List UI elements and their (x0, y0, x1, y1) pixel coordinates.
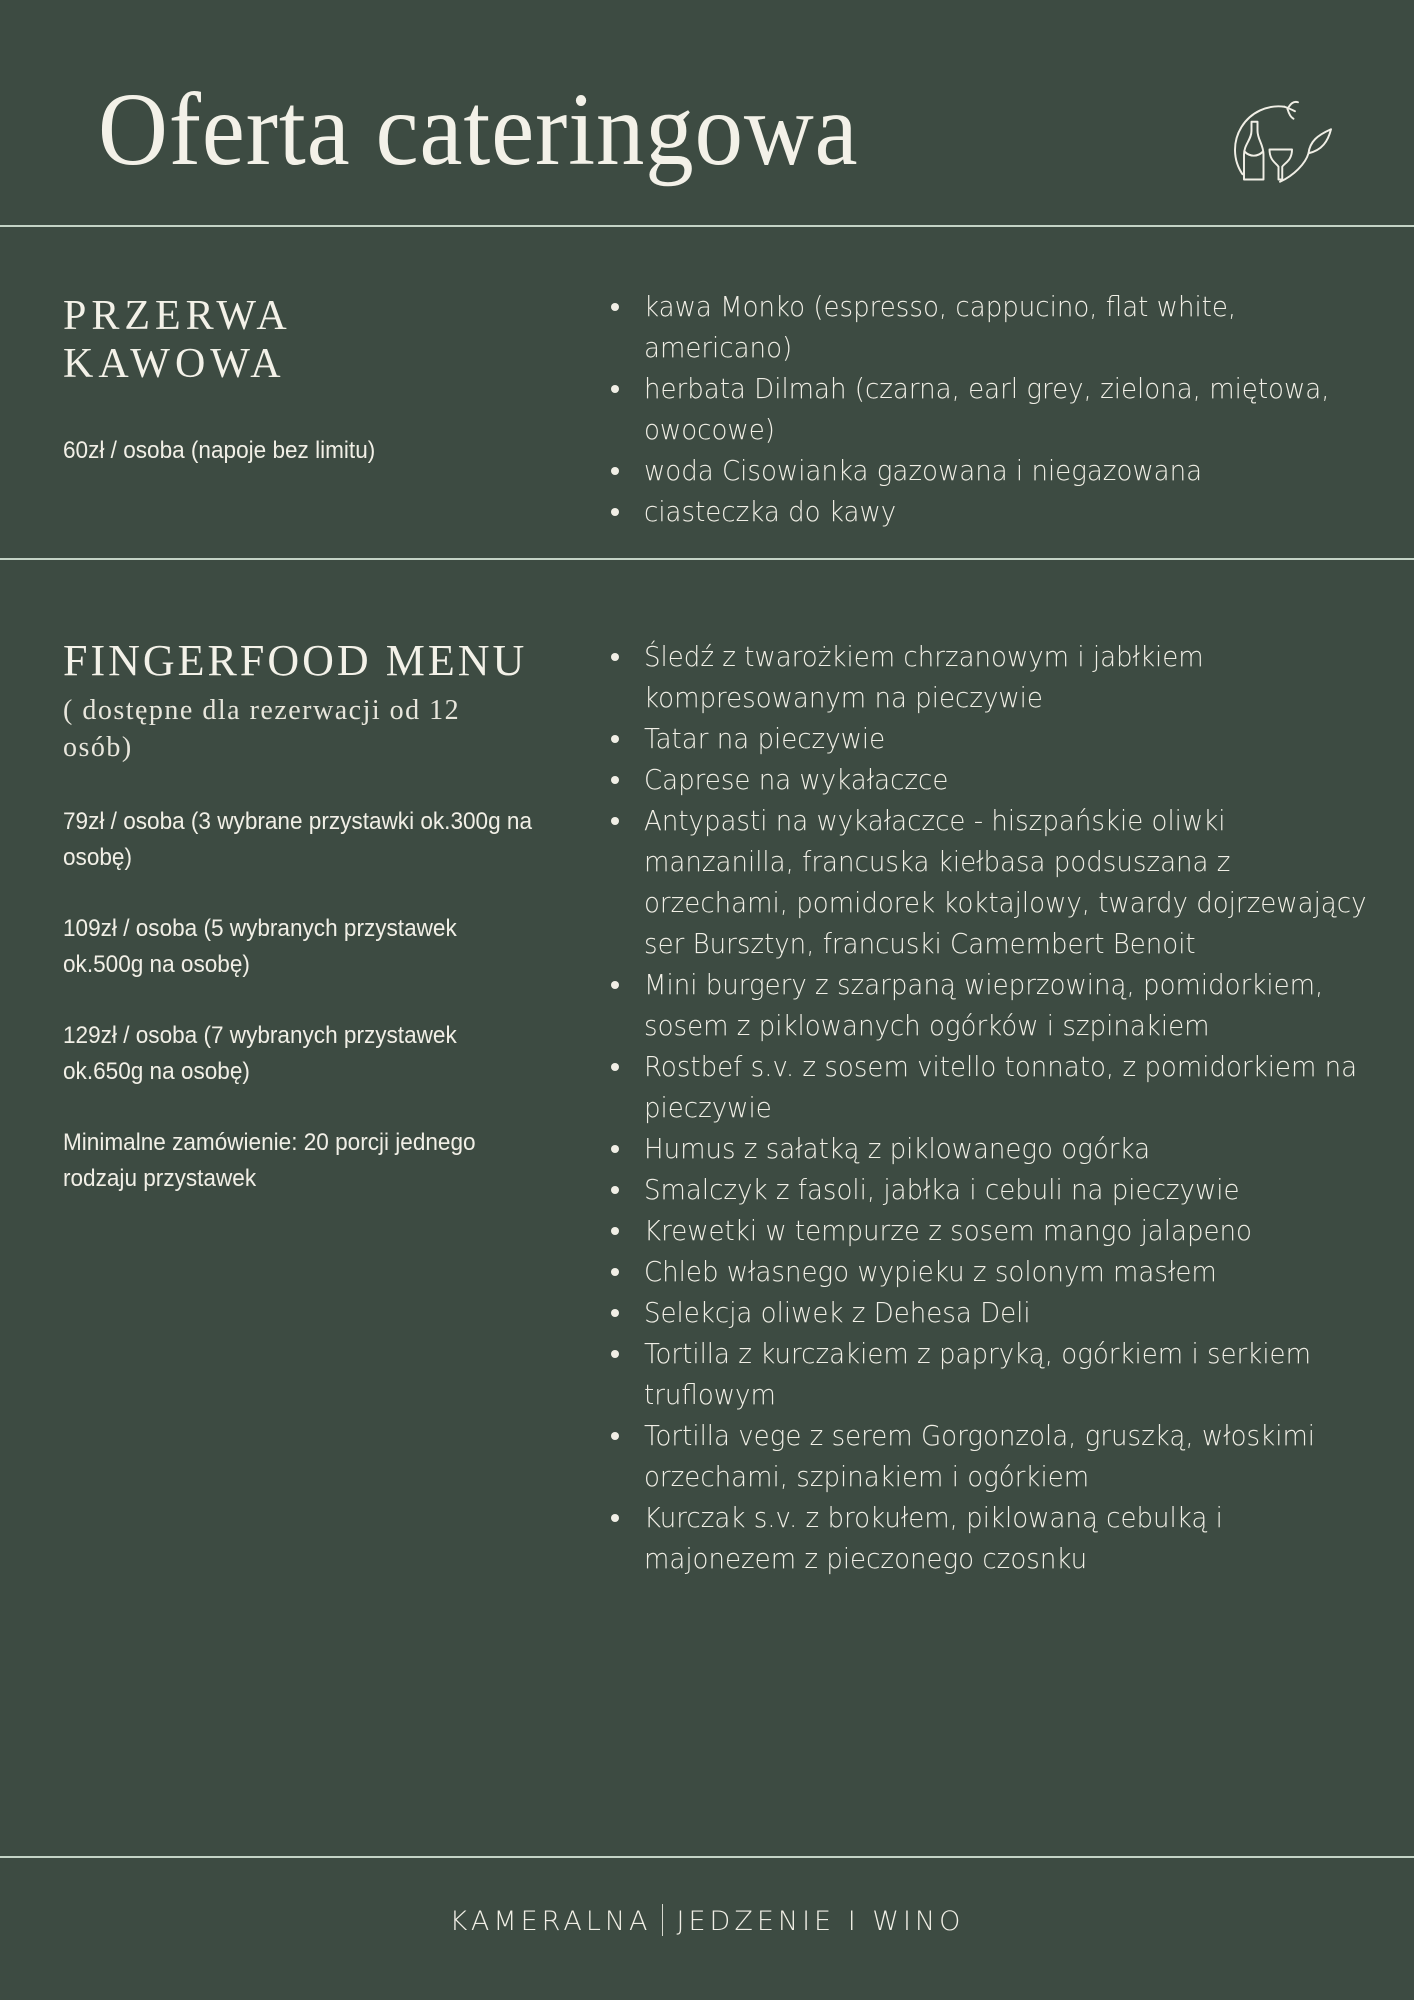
bullet-icon (611, 508, 619, 516)
list-item: Tatar na pieczywie (644, 718, 1374, 759)
fingerfood-list (602, 636, 1374, 1579)
divider-middle (0, 558, 1414, 560)
fingerfood-price-5: 109zł / osoba (5 wybranych przystawek ok.500g na osobę) (63, 915, 457, 978)
fingerfood-price-7: 129zł / osoba (7 wybranych przystawek ok.650g na osobę) (63, 1022, 457, 1085)
coffee-break-price: 60zł / osoba (napoje bez limitu) (63, 437, 376, 464)
list-item: woda Cisowianka gazowana i niegazowana (644, 450, 1374, 491)
bullet-icon (611, 981, 619, 989)
list-item: Mini burgery z szarpaną wieprzowiną, pomidorkiem, sosem z piklowanych ogórków i szpinakiem (644, 964, 1374, 1046)
divider-bottom (0, 1856, 1414, 1858)
list-item: Tortilla vege z serem Gorgonzola, gruszką, włoskimi orzechami, szpinakiem i ogórkiem (644, 1415, 1374, 1497)
list-item: Smalczyk z fasoli, jabłka i cebuli na pieczywie (644, 1169, 1374, 1210)
fingerfood-subheading: ( dostępne dla rezerwacji od 12 osób) (63, 695, 461, 763)
list-item: Selekcja oliwek z Dehesa Deli (644, 1292, 1374, 1333)
page-title: Oferta cateringowa (98, 72, 859, 187)
footer-brand-name: KAMERALNA (449, 1906, 652, 1937)
list-item: Krewetki w tempurze z sosem mango jalapeno (644, 1210, 1374, 1251)
bullet-icon (611, 1514, 619, 1522)
bullet-icon (611, 1350, 619, 1358)
footer-tagline: JEDZENIE I WINO (676, 1906, 965, 1937)
bullet-icon (611, 385, 619, 393)
fingerfood-heading: FINGERFOOD MENU (63, 636, 528, 685)
list-item: Kurczak s.v. z brokułem, piklowaną cebulką i majonezem z pieczonego czosnku (644, 1497, 1374, 1579)
list-item: Caprese na wykałaczce (644, 759, 1374, 800)
bullet-icon (611, 776, 619, 784)
bullet-icon (611, 1432, 619, 1440)
footer-brand (0, 1904, 1414, 1937)
list-item: Antypasti na wykałaczce - hiszpańskie oliwki manzanilla, francuska kiełbasa podsuszana z orzechami, pomidorek koktajlowy, twardy dojrzewający ser Bursztyn, francuski Camembert Benoit (644, 800, 1374, 964)
coffee-break-list (602, 286, 1374, 532)
bullet-icon (611, 1063, 619, 1071)
bullet-icon (611, 303, 619, 311)
list-item: kawa Monko (espresso, cappucino, flat white, americano) (644, 286, 1374, 368)
footer-separator (662, 1904, 663, 1936)
bullet-icon (611, 817, 619, 825)
list-item: Chleb własnego wypieku z solonym masłem (644, 1251, 1374, 1292)
bullet-icon (611, 1309, 619, 1317)
bullet-icon (611, 1227, 619, 1235)
list-item: ciasteczka do kawy (644, 491, 1374, 532)
list-item: Humus z sałatką z piklowanego ogórka (644, 1128, 1374, 1169)
list-item: Rostbef s.v. z sosem vitello tonnato, z pomidorkiem na pieczywie (644, 1046, 1374, 1128)
wine-bottle-glass-leaf-icon (1205, 82, 1355, 202)
bullet-icon (611, 1186, 619, 1194)
list-item: Śledź z twarożkiem chrzanowym i jabłkiem kompresowanym na pieczywie (644, 636, 1374, 718)
bullet-icon (611, 1145, 619, 1153)
fingerfood-minimum-order: Minimalne zamówienie: 20 porcji jednego rodzaju przystawek (63, 1129, 476, 1192)
fingerfood-price-3: 79zł / osoba (3 wybrane przystawki ok.300g na osobę) (63, 808, 533, 871)
divider-top (0, 225, 1414, 227)
bullet-icon (611, 653, 619, 661)
bullet-icon (611, 1268, 619, 1276)
list-item: Tortilla z kurczakiem z papryką, ogórkiem i serkiem truflowym (644, 1333, 1374, 1415)
list-item: herbata Dilmah (czarna, earl grey, zielona, miętowa, owocowe) (644, 368, 1374, 450)
bullet-icon (611, 467, 619, 475)
coffee-break-heading: PRZERWA KAWOWA (63, 293, 290, 387)
bullet-icon (611, 735, 619, 743)
